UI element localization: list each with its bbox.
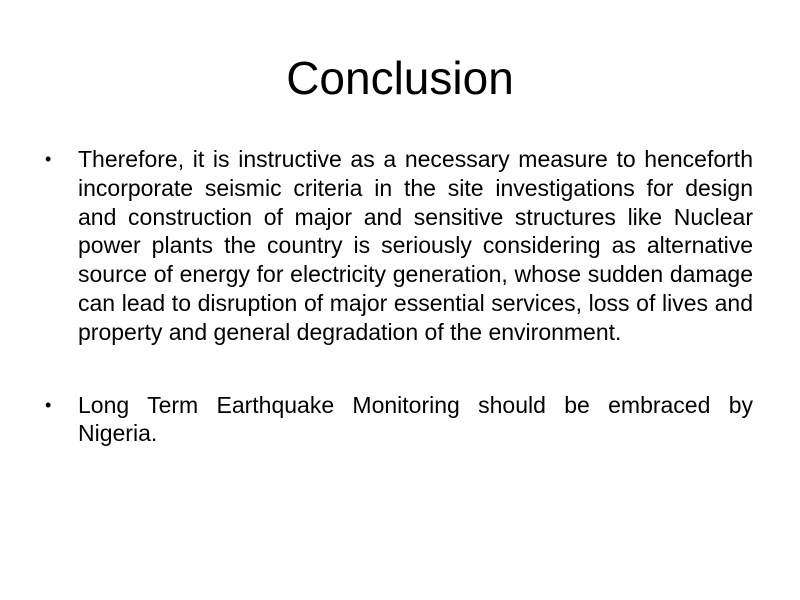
bullet-item-monitoring <box>45 391 753 449</box>
bullet-marker-icon: • <box>45 149 52 169</box>
bullet-text: Therefore, it is instructive as a necessary measure to henceforth incorporate seismic criteria in the site investigations for design and construction of major and sensitive structures like Nuclear power plants the country is seriously considering as alternative source of energy for electricity generation, whose sudden damage can lead to disruption of major essential services, loss of lives and property and general degradation of the environment. <box>78 146 753 345</box>
bullet-item-recommendation <box>45 145 753 347</box>
bullet-text: Long Term Earthquake Monitoring should be embraced by Nigeria. <box>78 391 753 447</box>
bullet-list <box>45 145 753 492</box>
slide-title: Conclusion <box>286 52 514 104</box>
bullet-marker-icon: • <box>45 394 52 415</box>
